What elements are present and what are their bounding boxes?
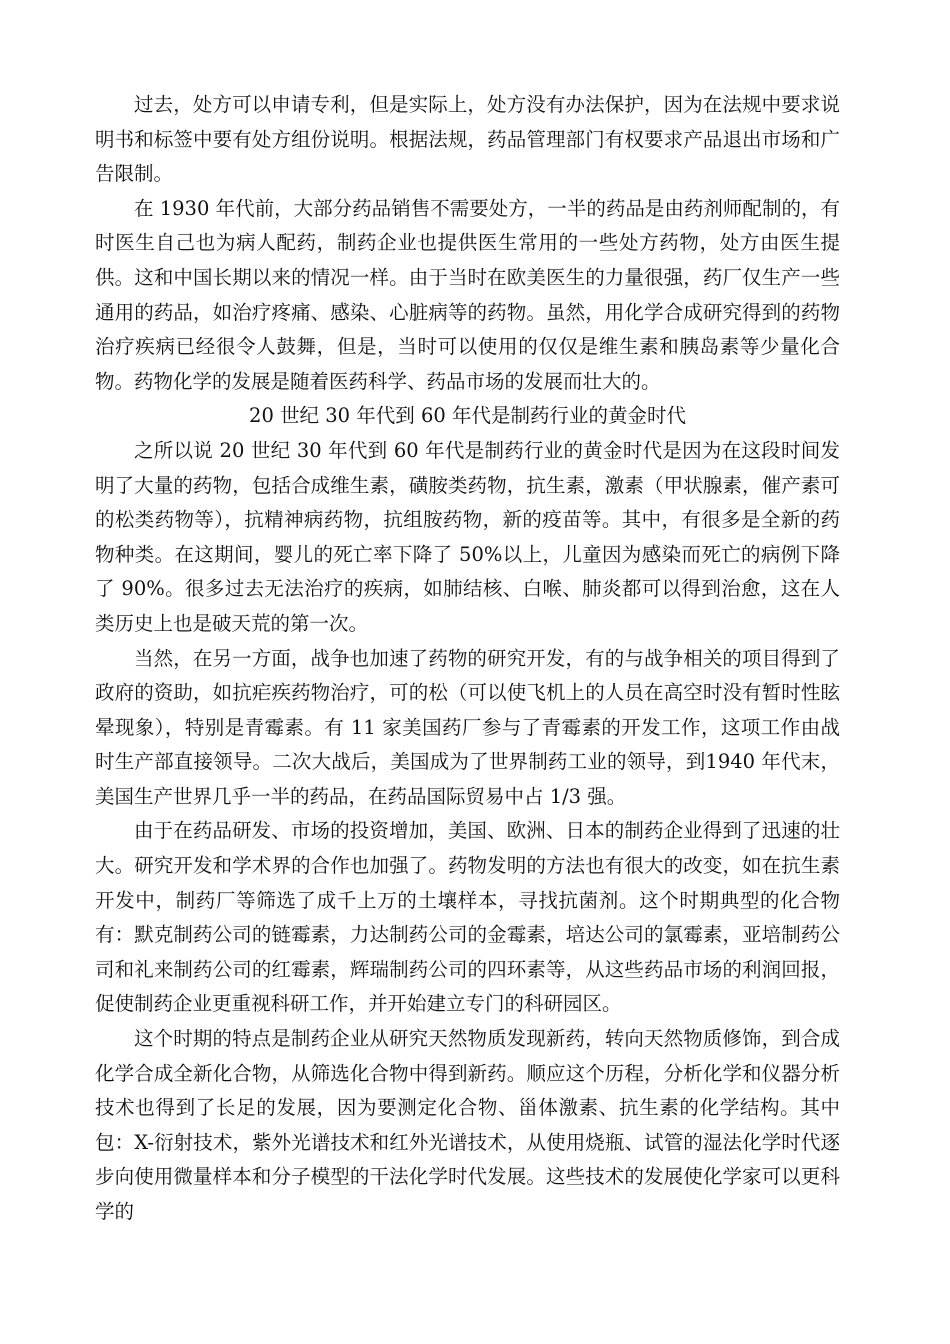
paragraph-golden-age: 之所以说 20 世纪 30 年代到 60 年代是制药行业的黄金时代是因为在这段时间发明了大量的药物，包括合成维生素，磺胺类药物，抗生素，激素（甲状腺素，催产素可的松类药物等），抗精神病药物，抗组胺药物，新的疫苗等。其中，有很多是全新的药物种类。在这期间，婴儿的死亡率下降了 50%以上，儿童因为感染而死亡的病例下降了 90%。很多过去无法治疗的疾病，如肺结核、白喉、肺炎都可以得到治愈，这在人类历史上也是破天荒的第一次。 bbox=[95, 438, 840, 635]
paragraph-prescription-patent: 过去，处方可以申请专利，但是实际上，处方没有办法保护，因为在法规中要求说明书和标签中要有处方组份说明。根据法规，药品管理部门有权要求产品退出市场和广告限制。 bbox=[95, 93, 840, 186]
section-heading: 20 世纪 30 年代到 60 年代是制药行业的黄金时代 bbox=[249, 404, 686, 428]
paragraph-investment-growth: 由于在药品研发、市场的投资增加，美国、欧洲、日本的制药企业得到了迅速的壮大。研究开发和学术界的合作也加强了。药物发明的方法也有很大的改变，如在抗生素开发中，制药厂等筛选了成千上万的土壤样本，寻找抗菌剂。这个时期典型的化合物有：默克制药公司的链霉素，力达制药公司的金霉素，培达公司的氯霉素，亚培制药公司和礼来制药公司的红霉素，辉瑞制药公司的四环素等，从这些药品市场的利润回报，促使制药企业更重视科研工作，并开始建立专门的科研园区。 bbox=[95, 819, 840, 1016]
paragraph-period-characteristics: 这个时期的特点是制药企业从研究天然物质发现新药，转向天然物质修饰，到合成化学合成全新化合物，从筛选化合物中得到新药。顺应这个历程，分析化学和仪器分析技术也得到了长足的发展，因为要测定化合物、甾体激素、抗生素的化学结构。其中包：X-衍射技术，紫外光谱技术和红外光谱技术，从使用烧瓶、试管的湿法化学时代逐步向使用微量样本和分子模型的干法化学时代发展。这些技术的发展使化学家可以更科学的 bbox=[95, 1027, 840, 1223]
paragraph-before-1930s: 在 1930 年代前，大部分药品销售不需要处方，一半的药品是由药剂师配制的，有时医生自己也为病人配药，制药企业也提供医生常用的一些处方药物，处方由医生提供。这和中国长期以来的情况一样。由于当时在欧美医生的力量很强，药厂仅生产一些通用的药品，如治疗疼痛、感染、心脏病等的药物。虽然，用化学合成研究得到的药物治疗疾病已经很令人鼓舞，但是，当时可以使用的仅仅是维生素和胰岛素等少量化合物。药物化学的发展是随着医药科学、药品市场的发展而壮大的。 bbox=[95, 196, 840, 393]
document-page bbox=[95, 88, 840, 1230]
paragraph-war-research: 当然，在另一方面，战争也加速了药物的研究开发，有的与战争相关的项目得到了政府的资助，如抗疟疾药物治疗，可的松（可以使飞机上的人员在高空时没有暂时性眩晕现象），特别是青霉素。有 11 家美国药厂参与了青霉素的开发工作，这项工作由战时生产部直接领导。二次大战后，美国成为了世界制药工业的领导，到1940 年代末，美国生产世界几乎一半的药品，在药品国际贸易中占 1/3 强。 bbox=[95, 646, 840, 808]
